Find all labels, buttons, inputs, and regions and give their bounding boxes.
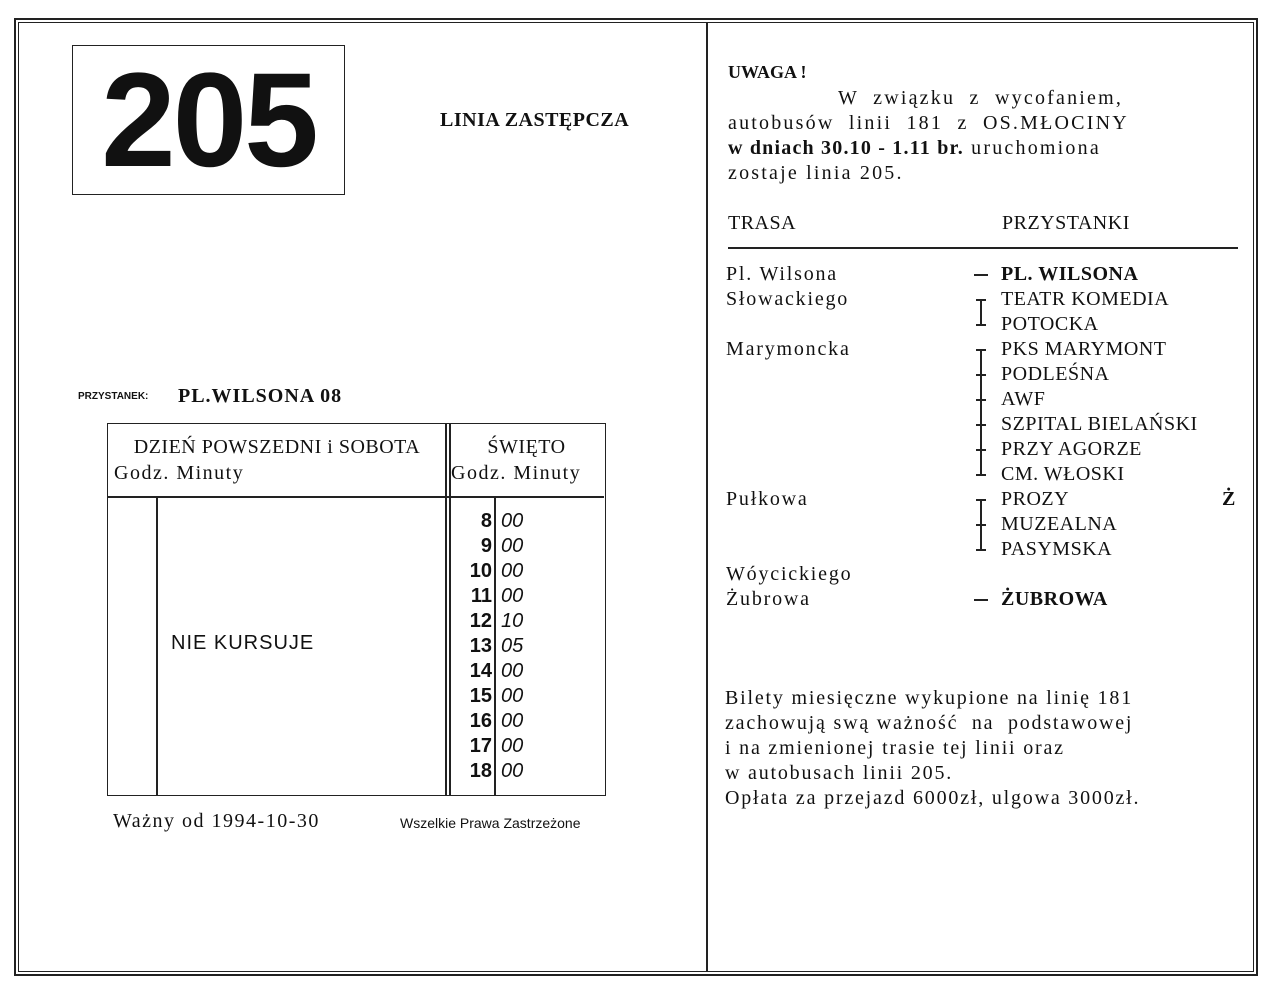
route-street: Marymoncka: [726, 338, 851, 360]
route-stop: PL. WILSONA: [1001, 263, 1139, 285]
stop-tick: [976, 549, 986, 551]
center-divider: [706, 22, 708, 972]
hour-cell: 13: [469, 635, 492, 657]
route-stop: AWF: [1001, 388, 1046, 410]
weekday-subheader: Godz. Minuty: [114, 462, 245, 484]
minute-cell: 00: [501, 735, 524, 757]
minute-cell: 00: [501, 510, 524, 532]
hour-cell: 8: [480, 510, 492, 532]
holiday-header: ŚWIĘTO: [487, 436, 566, 458]
weekday-note: NIE KURSUJE: [171, 632, 315, 654]
route-stop: MUZEALNA: [1001, 513, 1118, 535]
hour-cell: 9: [480, 535, 492, 557]
route-stop: PODLEŚNA: [1001, 363, 1110, 385]
holiday-hour-divider: [494, 497, 496, 795]
minute-cell: 10: [501, 610, 524, 632]
route-stop: PRZY AGORZE: [1001, 438, 1142, 460]
minute-cell: 05: [501, 635, 524, 657]
stops-column-header: PRZYSTANKI: [1002, 212, 1130, 234]
header-separator: [728, 247, 1238, 249]
minute-cell: 00: [501, 560, 524, 582]
route-stop: PROZY: [1001, 488, 1070, 510]
route-stop: PASYMSKA: [1001, 538, 1113, 560]
route-street: Żubrowa: [726, 588, 811, 610]
stop-tick: [976, 349, 986, 351]
stop-tick: [976, 299, 986, 301]
stop-tick: [976, 449, 986, 451]
hour-cell: 14: [469, 660, 492, 682]
tickets-line: i na zmienionej trasie tej linii oraz: [725, 737, 1065, 759]
line-subtitle: LINIA ZASTĘPCZA: [440, 109, 630, 131]
single-stop-dash: [974, 599, 988, 601]
header-rule: [108, 496, 604, 498]
minute-cell: 00: [501, 535, 524, 557]
line-number: 205: [101, 46, 316, 195]
weekday-header: DZIEŃ POWSZEDNI i SOBOTA: [133, 436, 421, 458]
notice-line: [728, 136, 1101, 161]
on-demand-mark: Ż: [1222, 488, 1236, 510]
notice-line: zostaje linia 205.: [728, 162, 904, 184]
line-number-box: [72, 45, 345, 195]
fare-line: Opłata za przejazd 6000zł, ulgowa 3000zł.: [725, 787, 1141, 809]
route-stop: SZPITAL BIELAŃSKI: [1001, 413, 1198, 435]
notice-line: W związku z wycofaniem,: [838, 87, 1124, 109]
tickets-line: zachowują swą ważność na podstawowej: [725, 712, 1134, 734]
stop-name: PL.WILSONA 08: [178, 385, 343, 407]
stop-tick: [976, 374, 986, 376]
hour-cell: 17: [469, 735, 492, 757]
route-stop: CM. WŁOSKI: [1001, 463, 1125, 485]
stop-tick: [976, 499, 986, 501]
hour-cell: 18: [469, 760, 492, 782]
stop-tick: [976, 474, 986, 476]
minute-cell: 00: [501, 685, 524, 707]
notice-line: autobusów linii 181 z OS.MŁOCINY: [728, 112, 1129, 134]
weekday-hour-divider: [156, 497, 158, 795]
hour-cell: 16: [469, 710, 492, 732]
route-column-header: TRASA: [728, 212, 797, 234]
stop-tick: [976, 399, 986, 401]
notice-dates: w dniach 30.10 - 1.11 br.: [728, 137, 964, 159]
column-divider: [445, 424, 447, 795]
stop-tick: [976, 324, 986, 326]
minute-cell: 00: [501, 760, 524, 782]
hour-cell: 12: [469, 610, 492, 632]
valid-from: Ważny od 1994-10-30: [113, 810, 320, 832]
hour-cell: 11: [470, 585, 492, 607]
stop-tick: [976, 424, 986, 426]
timetable: [107, 423, 606, 796]
route-street: Pl. Wilsona: [726, 263, 838, 285]
notice-line-rest: uruchomiona: [963, 137, 1101, 159]
tickets-line: w autobusach linii 205.: [725, 762, 954, 784]
route-stop: TEATR KOMEDIA: [1001, 288, 1170, 310]
hour-cell: 10: [469, 560, 492, 582]
minute-cell: 00: [501, 585, 524, 607]
stop-group-bar: [980, 349, 982, 474]
minute-cell: 00: [501, 710, 524, 732]
minute-cell: 00: [501, 660, 524, 682]
route-stop: ŻUBROWA: [1001, 588, 1108, 610]
route-street: Słowackiego: [726, 288, 850, 310]
stop-caption: PRZYSTANEK:: [78, 391, 149, 402]
tickets-line: Bilety miesięczne wykupione na linię 181: [725, 687, 1134, 709]
stop-group-bar: [980, 299, 982, 324]
rights-notice: Wszelkie Prawa Zastrzeżone: [400, 815, 581, 831]
hour-cell: 15: [469, 685, 492, 707]
route-stop: POTOCKA: [1001, 313, 1099, 335]
stop-tick: [976, 524, 986, 526]
holiday-subheader: Godz. Minuty: [451, 462, 582, 484]
single-stop-dash: [974, 274, 988, 276]
route-street: Wóycickiego: [726, 563, 853, 585]
notice-title: UWAGA !: [728, 62, 807, 82]
route-street: Pułkowa: [726, 488, 809, 510]
route-stop: PKS MARYMONT: [1001, 338, 1167, 360]
